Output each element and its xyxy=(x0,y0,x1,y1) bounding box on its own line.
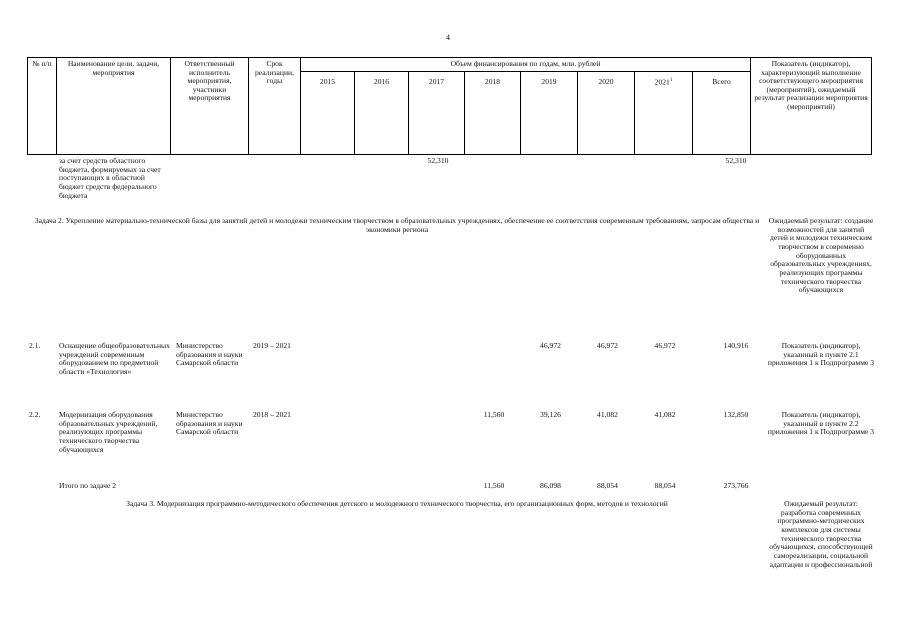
row-2-1-total: 140,916 xyxy=(723,341,749,350)
year-2021-label: 2021 xyxy=(654,77,670,87)
year-2019-header: 2019 xyxy=(521,71,578,154)
regional-budget-label: за счет средств областного бюджета, формируемых за счет поступающих в областной бюджет средств федерального бюджета xyxy=(59,156,161,200)
row-2-1-term: 2019 – 2021 xyxy=(253,341,291,350)
row-2-2-2021: 41,082 xyxy=(654,410,676,419)
total-task-2-2019: 86,098 xyxy=(540,481,561,490)
task-3-result: Ожидаемый результат: разработка современных программно-методических комплексов для системы технического творчества обучающихся, способствующей самореализации, социальной адаптации и профессиональной xyxy=(769,499,873,569)
year-2021-header xyxy=(635,71,693,154)
task-2-title: Задача 2. Укрепление материально-технической базы для занятий детей и молодежи техническим творчеством в образовательных учреждениях, обеспечение ее соответствия современным требованиям, запросам общества и экономики региона xyxy=(34,216,760,234)
row-2-1-num: 2.1. xyxy=(29,341,41,350)
total-task-2-2021: 88,054 xyxy=(654,481,676,490)
col-indicator-header: Показатель (индикатор), характеризующий выполнение соответствующего мероприятия (мероприятий), ожидаемый результат реализации мероприятия (мероприятий) xyxy=(751,58,872,155)
year-2018-header: 2018 xyxy=(465,71,521,154)
year-2016-header: 2016 xyxy=(355,71,409,154)
page-number: 4 xyxy=(446,33,450,42)
col-funding-header: Объем финансирования по годам, млн. рублей xyxy=(301,58,751,72)
total-header: Всего xyxy=(693,71,751,154)
col-num-header: № п/п xyxy=(28,58,57,155)
col-term-header: Срок реализации, годы xyxy=(249,58,301,155)
row-2-2-2018: 11,560 xyxy=(483,410,505,419)
task-3-title: Задача 3. Модернизация программно-методического обеспечения детского и молодежного технического творчества, его организационных форм, методов и технологий xyxy=(126,499,668,508)
row-2-2-name: Модернизация оборудования образовательных учреждений, реализующих программы технического творчества обучающихся xyxy=(59,410,158,454)
total-task-2-label: Итого по задаче 2 xyxy=(59,481,117,490)
row-2-1-2019: 46,972 xyxy=(540,341,561,350)
row-2-2-2020: 41,082 xyxy=(597,410,618,419)
year-2020-header: 2020 xyxy=(578,71,635,154)
task-2-result: Ожидаемый результат: создание возможностей для занятий детей и молодежи техническим творчеством в современно оборудованных образовательных учреждениях, реализующих программы технического творчества обучающихся xyxy=(768,216,874,295)
row-2-1-name: Оснащение общеобразовательных учреждений современным оборудованием по предметной области «Технология» xyxy=(59,341,170,376)
row-2-2-num: 2.2. xyxy=(29,410,41,419)
regional-2017-value: 52,310 xyxy=(427,156,449,165)
year-2017-header: 2017 xyxy=(409,71,465,154)
total-task-2-2020: 88,054 xyxy=(597,481,618,490)
col-name-header: Наименование цели, задачи, мероприятия xyxy=(57,58,171,155)
row-2-2-2019: 39,126 xyxy=(540,410,561,419)
regional-total-value: 52,310 xyxy=(725,156,747,165)
row-2-1-executor: Министерство образования и науки Самарской области xyxy=(176,341,243,368)
total-task-2-2018: 11,560 xyxy=(483,481,505,490)
row-2-1-indicator: Показатель (индикатор), указанный в пункте 2.1 приложения 1 к Подпрограмме 3 xyxy=(767,341,875,368)
row-2-2-term: 2018 – 2021 xyxy=(253,410,291,419)
row-2-1-2020: 46,972 xyxy=(597,341,618,350)
total-task-2-total: 273,766 xyxy=(723,481,749,490)
row-2-1-2021: 46,972 xyxy=(654,341,676,350)
row-2-2-indicator: Показатель (индикатор), указанный в пункте 2.2 приложения 1 к Подпрограмме 3 xyxy=(767,410,875,437)
table-header xyxy=(27,57,872,155)
col-executor-header: Ответственный исполнитель мероприятия, участники мероприятия xyxy=(171,58,249,155)
row-2-2-executor: Министерство образования и науки Самарской области xyxy=(176,410,243,437)
row-2-2-total: 132,850 xyxy=(723,410,749,419)
year-2015-header: 2015 xyxy=(301,71,355,154)
footnote-mark: 1 xyxy=(669,77,673,83)
